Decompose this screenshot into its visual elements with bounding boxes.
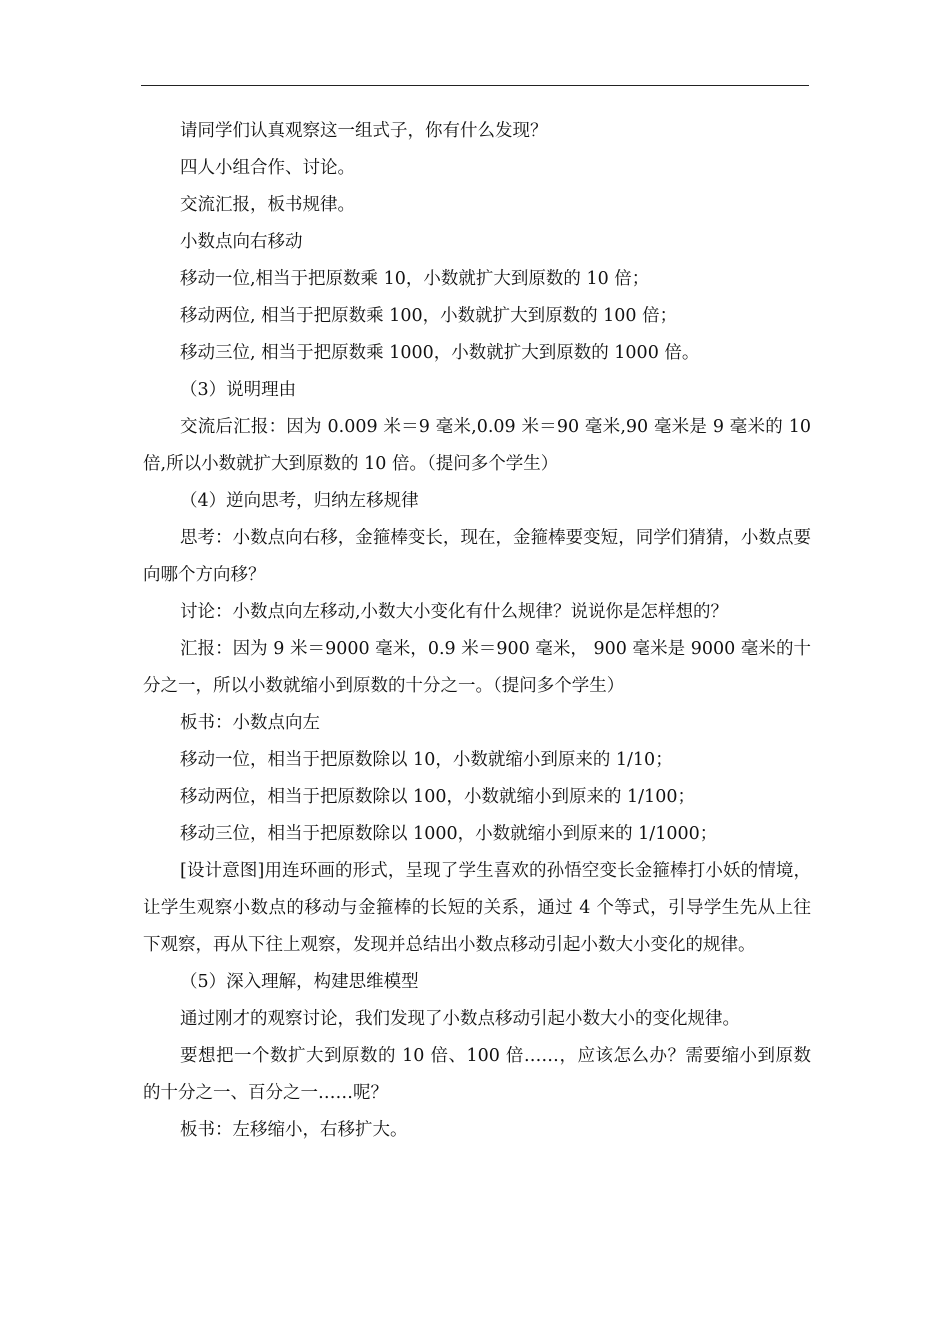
paragraph: 思考：小数点向右移，金箍棒变长，现在，金箍棒要变短，同学们猜猜，小数点要向哪个方向移？ [143, 528, 811, 585]
paragraph: （4）逆向思考，归纳左移规律 [180, 491, 419, 511]
paragraph: 移动三位，相当于把原数除以 1000，小数就缩小到原来的 1/1000； [180, 824, 718, 844]
document-body [143, 113, 811, 1149]
paragraph: [设计意图]用连环画的形式，呈现了学生喜欢的孙悟空变长金箍棒打小妖的情境，让学生观察小数点的移动与金箍棒的长短的关系，通过 4 个等式，引导学生先从上往下观察，再从下往上观察，发现并总结出小数点移动引起小数大小变化的规律。 [143, 861, 811, 955]
paragraph: 讨论：小数点向左移动,小数大小变化有什么规律？说说你是怎样想的？ [180, 602, 729, 622]
header-rule [141, 85, 809, 86]
paragraph: （5）深入理解，构建思维模型 [180, 972, 419, 992]
paragraph: 通过刚才的观察讨论，我们发现了小数点移动引起小数大小的变化规律。 [180, 1009, 740, 1029]
paragraph: 移动一位，相当于把原数除以 10，小数就缩小到原来的 1/10； [180, 750, 673, 770]
paragraph: 请同学们认真观察这一组式子，你有什么发现？ [180, 121, 548, 141]
paragraph: 四人小组合作、讨论。 [180, 158, 355, 178]
paragraph: 板书：左移缩小，右移扩大。 [180, 1120, 408, 1140]
paragraph: 移动一位,相当于把原数乘 10，小数就扩大到原数的 10 倍； [180, 269, 650, 289]
paragraph: 要想把一个数扩大到原数的 10 倍、100 倍……，应该怎么办？需要缩小到原数的十分之一、百分之一……呢？ [143, 1046, 811, 1103]
paragraph: 交流汇报，板书规律。 [180, 195, 355, 215]
paragraph: 小数点向右移动 [180, 232, 303, 252]
paragraph: （3）说明理由 [180, 380, 297, 400]
paragraph: 交流后汇报：因为 0.009 米＝9 毫米,0.09 米＝90 毫米,90 毫米是 9 毫米的 10 倍,所以小数就扩大到原数的 10 倍。（提问多个学生） [143, 417, 811, 474]
paragraph: 移动两位, 相当于把原数乘 100，小数就扩大到原数的 100 倍； [180, 306, 678, 326]
paragraph: 移动两位，相当于把原数除以 100，小数就缩小到原来的 1/100； [180, 787, 695, 807]
paragraph: 汇报：因为 9 米＝9000 毫米，0.9 米＝900 毫米， 900 毫米是 9000 毫米的十分之一，所以小数就缩小到原数的十分之一。（提问多个学生） [143, 639, 811, 696]
paragraph: 板书：小数点向左 [180, 713, 320, 733]
paragraph: 移动三位, 相当于把原数乘 1000，小数就扩大到原数的 1000 倍。 [180, 343, 700, 363]
